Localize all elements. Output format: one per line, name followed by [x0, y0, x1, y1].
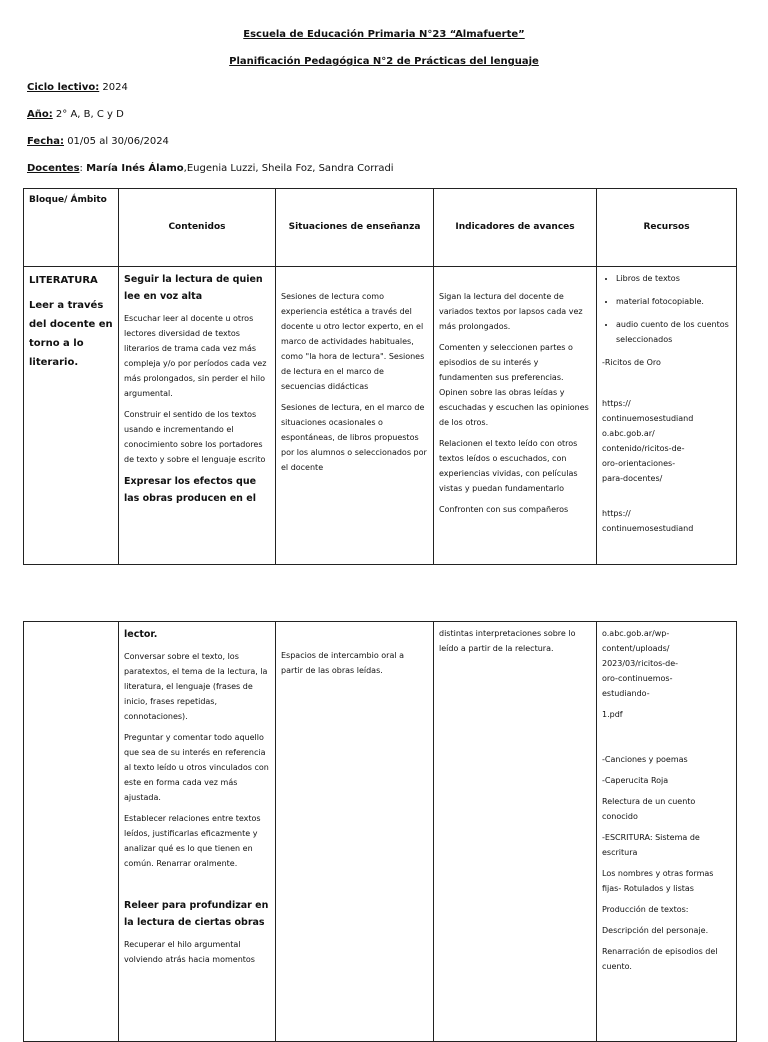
- contenidos-heading: Releer para profundizar en la lectura de ciertas obras: [124, 900, 269, 928]
- url-line[interactable]: https://: [602, 399, 631, 408]
- docentes-rest: ,Eugenia Luzzi, Sheila Foz, Sandra Corradi: [183, 163, 394, 174]
- recursos-list: [602, 271, 731, 347]
- indicadores-paragraph: Relacionen el texto leído con otros textos leídos o escuchados, con experiencias vividas, con películas vistas y puedan fundamentarlo: [439, 439, 578, 493]
- recurso-text: -Ricitos de Oro: [602, 358, 661, 367]
- recursos-cell: [597, 622, 737, 1042]
- header-situaciones: Situaciones de enseñanza: [276, 189, 434, 267]
- situaciones-cell: [276, 267, 434, 565]
- bloque-title: LITERATURA: [29, 275, 98, 286]
- indicadores-cell: [434, 622, 597, 1042]
- fecha-label: Fecha:: [27, 136, 65, 147]
- anio-label: Año:: [27, 109, 53, 120]
- recursos-cell: [597, 267, 737, 565]
- anio-line: [27, 109, 124, 120]
- table-row: [24, 267, 737, 565]
- url-line[interactable]: o.abc.gob.ar/wp-: [602, 629, 670, 638]
- fecha-value: 01/05 al 30/06/2024: [64, 136, 169, 147]
- indicadores-cell: [434, 267, 597, 565]
- list-item: • Libros de textos: [616, 271, 731, 286]
- contenidos-heading: Seguir la lectura de quien lee en voz alta: [124, 274, 263, 302]
- contenidos-paragraph: Recuperar el hilo argumental volviendo atrás hacia momentos: [124, 940, 255, 964]
- url-line[interactable]: continuemosestudiand: [602, 414, 694, 423]
- contenidos-cell: [119, 267, 276, 565]
- indicadores-paragraph: distintas interpretaciones sobre lo leído a partir de la relectura.: [439, 629, 576, 653]
- url-line[interactable]: content/uploads/: [602, 644, 670, 653]
- header-bloque: Bloque/ Ámbito: [24, 189, 119, 267]
- docentes-main: María Inés Álamo: [86, 163, 184, 174]
- ciclo-value: 2024: [99, 82, 128, 93]
- url-line[interactable]: para-docentes/: [602, 474, 663, 483]
- url-line[interactable]: oro-continuemos-: [602, 674, 673, 683]
- docentes-line: [27, 163, 394, 174]
- url-line[interactable]: contenido/ricitos-de-: [602, 444, 685, 453]
- header-contenidos: Contenidos: [119, 189, 276, 267]
- indicadores-paragraph: Sigan la lectura del docente de variados textos por lapsos cada vez más prolongados.: [439, 292, 583, 331]
- ciclo-label: Ciclo lectivo:: [27, 82, 100, 93]
- url-line[interactable]: estudiando-: [602, 689, 650, 698]
- ciclo-line: [27, 82, 128, 93]
- recurso-text: Relectura de un cuento conocido: [602, 797, 696, 821]
- contenidos-cell: [119, 622, 276, 1042]
- situaciones-cell: [276, 622, 434, 1042]
- situaciones-paragraph: Sesiones de lectura como experiencia estética a través del docente u otro lector experto, en el marco de actividades habituales, como "la hora de lectura". Sesiones de lectura en el marco de secuencias didácticas: [281, 292, 425, 391]
- table-header-row: [24, 189, 737, 267]
- recurso-text: -Canciones y poemas: [602, 755, 688, 764]
- bloque-cell: [24, 622, 119, 1042]
- contenidos-heading: Expresar los efectos que las obras producen en el: [124, 476, 257, 504]
- anio-value: 2° A, B, C y D: [52, 109, 124, 120]
- contenidos-paragraph: Conversar sobre el texto, los paratextos, el tema de la lectura, la literatura, el lenguaje (frases de inicio, frases repetidas, connotaciones).: [124, 652, 268, 721]
- contenidos-heading: lector.: [124, 629, 158, 640]
- url-line[interactable]: 1.pdf: [602, 710, 623, 719]
- contenidos-paragraph: Escuchar leer al docente u otros lectores diversidad de textos literarios de trama cada vez más compleja y/o por períodos cada vez más prolongados, sin perder el hilo argumental.: [124, 314, 267, 398]
- recurso-text: -Caperucita Roja: [602, 776, 669, 785]
- situaciones-paragraph: Espacios de intercambio oral a partir de las obras leídas.: [281, 651, 405, 675]
- situaciones-paragraph: Sesiones de lectura, en el marco de situaciones ocasionales o espontáneas, de libros propuestos por los alumnos o seleccionados por el docente: [281, 403, 427, 472]
- school-title: Escuela de Educación Primaria N°23 “Almafuerte”: [243, 29, 525, 40]
- header-recursos: Recursos: [597, 189, 737, 267]
- recurso-text: -ESCRITURA: Sistema de escritura: [602, 833, 700, 857]
- url-line[interactable]: https://: [602, 509, 631, 518]
- recurso-text: Renarración de episodios del cuento.: [602, 947, 718, 971]
- bloque-subtitle: Leer a través del docente en torno a lo literario.: [29, 300, 113, 368]
- bloque-cell: [24, 267, 119, 565]
- indicadores-paragraph: Confronten con sus compañeros: [439, 505, 569, 514]
- fecha-line: [27, 136, 169, 147]
- url-line[interactable]: continuemosestudiand: [602, 524, 694, 533]
- url-line[interactable]: 2023/03/ricitos-de-: [602, 659, 679, 668]
- docentes-sep: :: [79, 163, 87, 174]
- recurso-text: Producción de textos:: [602, 905, 689, 914]
- contenidos-paragraph: Preguntar y comentar todo aquello que sea de su interés en referencia al texto leído u otros vinculados con este en forma cada vez más ajustada.: [124, 733, 269, 802]
- contenidos-paragraph: Establecer relaciones entre textos leídos, justificarlas eficazmente y analizar qué es lo que tienen en común. Renarrar oralmente.: [124, 814, 261, 868]
- plan-title: Planificación Pedagógica N°2 de Prácticas del lenguaje: [229, 56, 539, 67]
- indicadores-paragraph: Comenten y seleccionen partes o episodios de su interés y fundamenten sus preferencias. Opinen sobre las obras leídas y escuchadas y escuchen las opiniones de los otros.: [439, 343, 589, 427]
- contenidos-paragraph: Construir el sentido de los textos usando e incrementando el conocimiento sobre los portadores de texto y sobre el lenguaje escrito: [124, 410, 266, 464]
- url-line[interactable]: oro-orientaciones-: [602, 459, 676, 468]
- planning-table-2: [23, 621, 737, 1042]
- header-indicadores: Indicadores de avances: [434, 189, 597, 267]
- planning-table-1: [23, 188, 737, 565]
- list-item: • material fotocopiable.: [616, 294, 731, 309]
- recurso-text: Descripción del personaje.: [602, 926, 709, 935]
- url-line[interactable]: o.abc.gob.ar/: [602, 429, 655, 438]
- list-item: • audio cuento de los cuentos seleccionados: [616, 317, 731, 347]
- recurso-text: Los nombres y otras formas fijas- Rotulados y listas: [602, 869, 714, 893]
- table-row: [24, 622, 737, 1042]
- docentes-label: Docentes: [27, 163, 80, 174]
